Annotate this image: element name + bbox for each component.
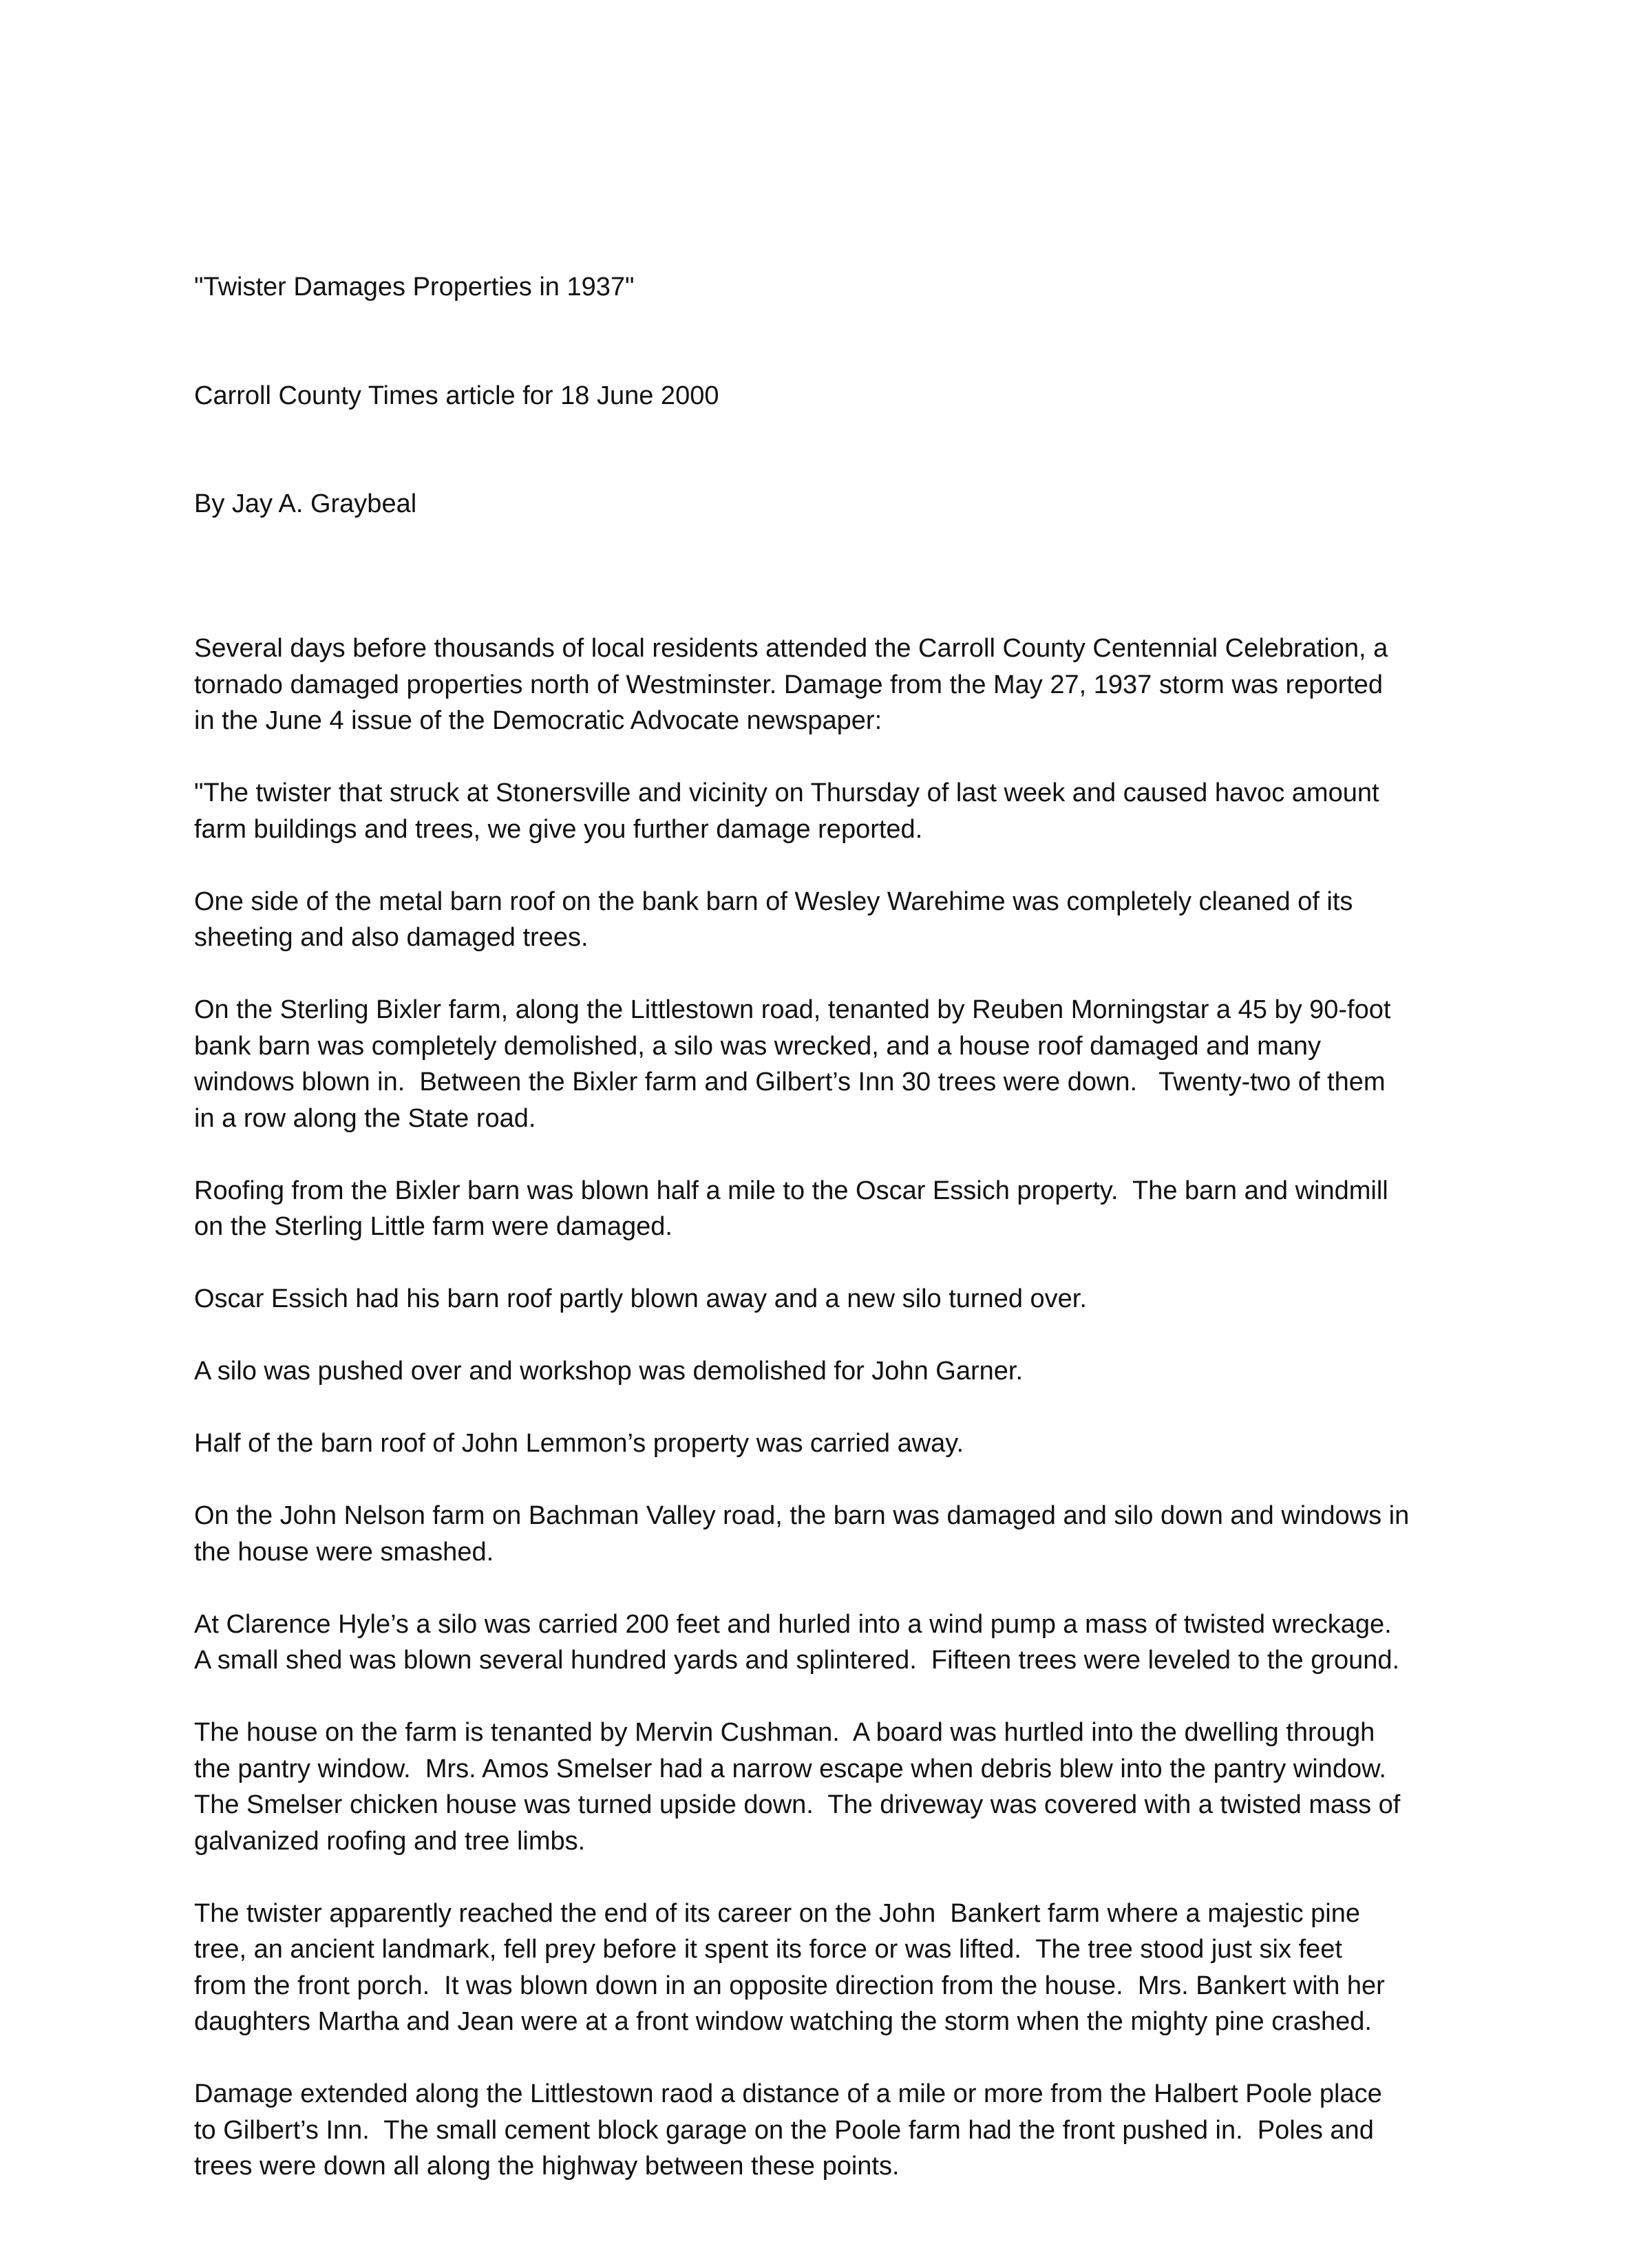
- paragraph: [194, 1281, 1488, 1317]
- paragraph-line: daughters Martha and Jean were at a front window watching the storm when the mighty pine crashed.: [194, 2007, 1372, 2036]
- paragraph-gap: [194, 1859, 1488, 1896]
- paragraph: [194, 775, 1488, 847]
- paragraph: [194, 1607, 1488, 1679]
- paragraph-line: The Smelser chicken house was turned upside down. The driveway was covered with a twisted mass of: [194, 1790, 1401, 1819]
- paragraph-gap: [194, 1390, 1488, 1426]
- paragraph-line: A small shed was blown several hundred yards and splintered. Fifteen trees were leveled to the ground.: [194, 1646, 1400, 1675]
- paragraph-gap: [194, 956, 1488, 993]
- paragraph-line: the pantry window. Mrs. Amos Smelser had a narrow escape when debris blew into the pantry window.: [194, 1754, 1386, 1783]
- paragraph: [194, 1896, 1488, 2040]
- paragraph-line: tornado damaged properties north of Westminster. Damage from the May 27, 1937 storm was reported: [194, 670, 1384, 699]
- paragraph-gap: [194, 1245, 1488, 1282]
- paragraph-line: Half of the barn roof of John Lemmon’s property was carried away.: [194, 1429, 964, 1458]
- paragraph: [194, 1498, 1488, 1570]
- paragraph-gap: [194, 1317, 1488, 1354]
- paragraph-gap: [194, 2040, 1488, 2077]
- paragraph-line: Several days before thousands of local residents attended the Carroll County Centennial Celebration, a: [194, 634, 1388, 663]
- article-paragraphs: [194, 595, 1488, 2185]
- paragraph: [194, 1426, 1488, 1462]
- paragraph-line: On the John Nelson farm on Bachman Valley road, the barn was damaged and silo down and windows in: [194, 1501, 1410, 1530]
- paragraph-line: "The twister that struck at Stonersville and vicinity on Thursday of last week and caused havoc amount: [194, 778, 1379, 807]
- paragraph-gap: [194, 1679, 1488, 1715]
- paragraph: [194, 884, 1488, 956]
- paragraph-gap: [194, 1462, 1488, 1498]
- paragraph-gap: [194, 595, 1488, 631]
- paragraph: [194, 2076, 1488, 2185]
- paragraph-line: Oscar Essich had his barn roof partly blown away and a new silo turned over.: [194, 1284, 1087, 1313]
- paragraph-line: in the June 4 issue of the Democratic Advocate newspaper:: [194, 706, 882, 735]
- paragraph-line: Damage extended along the Littlestown raod a distance of a mile or more from the Halbert Poole place: [194, 2079, 1382, 2108]
- paragraph-line: trees were down all along the highway between these points.: [194, 2152, 900, 2181]
- paragraph: [194, 1173, 1488, 1245]
- paragraph-line: in a row along the State road.: [194, 1103, 536, 1133]
- article-title: "Twister Damages Properties in 1937": [194, 273, 635, 301]
- paragraph-line: windows blown in. Between the Bixler farm and Gilbert’s Inn 30 trees were down. Twenty-two of them: [194, 1068, 1386, 1096]
- paragraph-line: to Gilbert’s Inn. The small cement block garage on the Poole farm had the front pushed in. Poles and: [194, 2115, 1374, 2145]
- article-body: [194, 197, 1488, 2257]
- paragraph-line: on the Sterling Little farm were damaged.: [194, 1212, 673, 1241]
- article-source: Carroll County Times article for 18 June 2000: [194, 381, 719, 410]
- paragraph-line: from the front porch. It was blown down in an opposite direction from the house. Mrs. Bankert with her: [194, 1971, 1385, 2000]
- paragraph-line: The house on the farm is tenanted by Mervin Cushman. A board was hurtled into the dwelling through: [194, 1718, 1375, 1747]
- paragraph-gap: [194, 847, 1488, 884]
- paragraph: [194, 992, 1488, 1136]
- article-byline: By Jay A. Graybeal: [194, 489, 417, 518]
- paragraph-line: A silo was pushed over and workshop was demolished for John Garner.: [194, 1357, 1023, 1386]
- paragraph-line: bank barn was completely demolished, a silo was wrecked, and a house roof damaged and many: [194, 1031, 1322, 1061]
- paragraph-gap: [194, 1570, 1488, 1607]
- paragraph-line: tree, an ancient landmark, fell prey before it spent its force or was lifted. The tree stood just six feet: [194, 1935, 1342, 1964]
- paragraph-line: The twister apparently reached the end of its career on the John Bankert farm where a majestic pine: [194, 1898, 1361, 1928]
- paragraph-gap: [194, 1136, 1488, 1173]
- paragraph-line: At Clarence Hyle’s a silo was carried 200 feet and hurled into a wind pump a mass of twisted wreckage.: [194, 1609, 1392, 1639]
- paragraph-line: galvanized roofing and tree limbs.: [194, 1826, 586, 1856]
- paragraph-line: On the Sterling Bixler farm, along the Littlestown road, tenanted by Reuben Morningstar a 45 by 90-foot: [194, 995, 1391, 1024]
- paragraph-line: the house were smashed.: [194, 1537, 494, 1567]
- paragraph-line: farm buildings and trees, we give you further damage reported.: [194, 814, 923, 844]
- paragraph: [194, 1353, 1488, 1390]
- paragraph-line: Roofing from the Bixler barn was blown half a mile to the Oscar Essich property. The barn and windmill: [194, 1176, 1388, 1205]
- paragraph-line: One side of the metal barn roof on the bank barn of Wesley Warehime was completely cleaned of its: [194, 887, 1353, 916]
- paragraph-line: sheeting and also damaged trees.: [194, 923, 589, 952]
- paragraph: [194, 1715, 1488, 1859]
- paragraph: [194, 631, 1488, 739]
- paragraph-gap: [194, 739, 1488, 776]
